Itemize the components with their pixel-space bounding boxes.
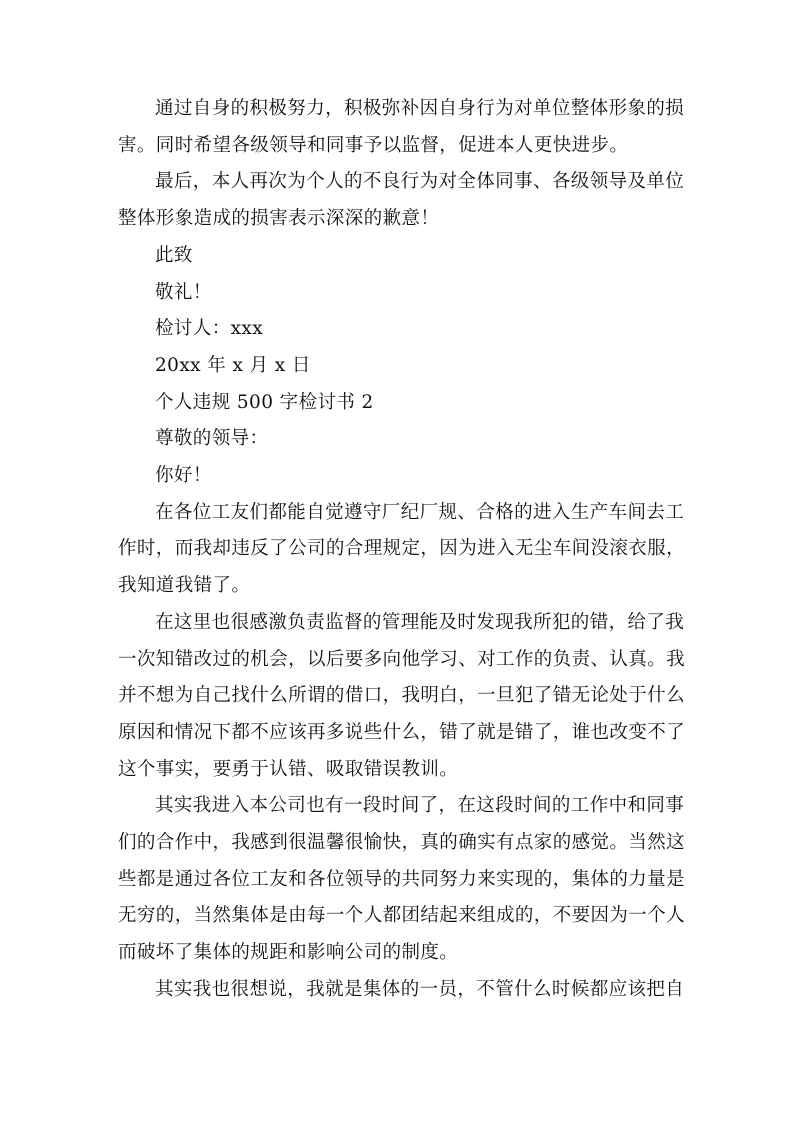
text-line: 在这里也很感激负责监督的管理能及时发现我所犯的错，给了我	[155, 611, 685, 633]
greeting-hello	[118, 458, 683, 495]
paragraph	[118, 91, 683, 164]
text-line: 在各位工友们都能自觉遵守厂纪厂规、合格的进入生产车间去工	[155, 501, 685, 523]
text-line: 其实我进入本公司也有一段时间了，在这段时间的工作中和同事	[155, 795, 685, 817]
greeting-addressee	[118, 421, 683, 458]
text-line: 作时，而我却违反了公司的合理规定，因为进入无尘车间没滚衣服，	[118, 538, 686, 560]
paragraph	[118, 788, 686, 972]
text-line: 一次知错改过的机会，以后要多向他学习、对工作的负责、认真。我	[118, 648, 686, 670]
paragraph	[118, 972, 683, 1009]
text-line: 通过自身的积极努力，积极弥补因自身行为对单位整体形象的损	[155, 98, 685, 119]
text-line: 些都是通过各位工友和各位领导的共同努力来实现的，集体的力量是	[118, 868, 686, 890]
text-line: 此致	[155, 244, 193, 266]
section-title	[118, 385, 683, 422]
text-line: 尊敬的领导：	[155, 428, 269, 450]
text-line: 你好！	[155, 465, 212, 487]
paragraph	[118, 495, 686, 605]
text-line: 害。同时希望各级领导和同事予以监督，促进本人更快进步。	[118, 134, 629, 156]
text-line: 这个事实，要勇于认错、吸取错误教训。	[118, 758, 459, 780]
document-page	[118, 91, 686, 1009]
signature-line	[118, 311, 683, 348]
date-line	[118, 348, 683, 385]
text-line: 其实我也很想说，我就是集体的一员，不管什么时候都应该把自	[155, 978, 685, 1000]
text-line: 敬礼！	[155, 281, 212, 303]
text-line: 我知道我错了。	[118, 575, 251, 597]
text-line: 最后，本人再次为个人的不良行为对全体同事、各级领导及单位	[155, 171, 685, 193]
paragraph	[118, 605, 686, 789]
text-line: 无穷的，当然集体是由每一个人都团结起来组成的，不要因为一个人	[118, 905, 686, 927]
text-line: 个人违规 500 字检讨书 2	[155, 391, 374, 413]
closing-regards	[118, 275, 683, 312]
text-line: 整体形象造成的损害表示深深的歉意！	[118, 208, 440, 230]
paragraph	[118, 164, 683, 237]
text-line: 并不想为自己找什么所谓的借口，我明白，一旦犯了错无论处于什么	[118, 685, 686, 707]
text-line: 而破坏了集体的规距和影响公司的制度。	[118, 942, 459, 964]
text-line: 们的合作中，我感到很温馨很愉快，真的确实有点家的感觉。当然这	[118, 832, 686, 854]
text-line: 原因和情况下都不应该再多说些什么，错了就是错了，谁也改变不了	[118, 721, 686, 743]
closing-salutation	[118, 238, 683, 275]
text-line: 检讨人：xxx	[155, 318, 264, 340]
text-line: 20xx 年 x 月 x 日	[155, 354, 311, 376]
